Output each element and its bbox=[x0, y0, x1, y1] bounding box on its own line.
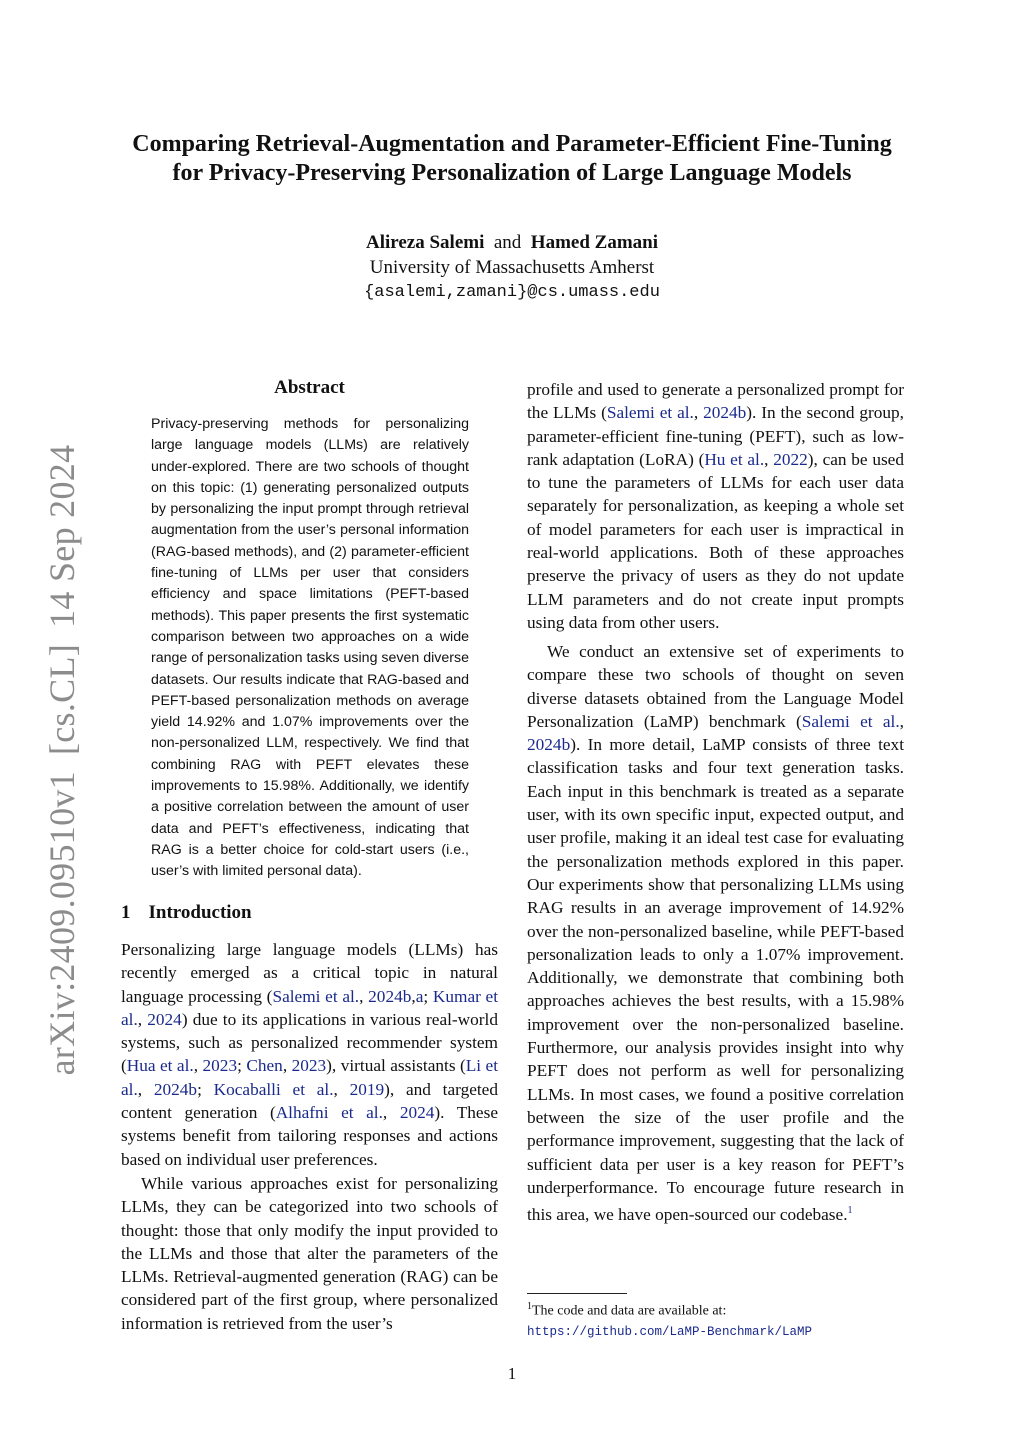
text-span: ) due to its applications in various real-world systems, such as personalized recommender system ( bbox=[121, 1009, 498, 1076]
text-span: , bbox=[137, 1009, 148, 1029]
title-line-1: Comparing Retrieval-Augmentation and Parameter-Efficient Fine-Tuning bbox=[132, 131, 892, 157]
text-span: , bbox=[693, 403, 704, 423]
text-span: , bbox=[282, 1056, 292, 1076]
text-span: , bbox=[411, 986, 416, 1006]
arxiv-date: 14 Sep 2024 bbox=[42, 444, 82, 628]
text-span: ). These systems benefit from tailoring responses and actions based on individual user preferences. bbox=[121, 1103, 498, 1169]
footnote-url-link[interactable]: https://github.com/LaMP-Benchmark/LaMP bbox=[527, 1324, 813, 1339]
citation-link[interactable]: Kumar et al. bbox=[121, 986, 499, 1029]
arxiv-identifier-stamp bbox=[41, 429, 83, 1076]
citation-link[interactable]: Chen bbox=[246, 1056, 283, 1076]
citation-link[interactable]: 2024b bbox=[153, 1079, 198, 1099]
citation-link[interactable]: 2024b bbox=[368, 986, 412, 1006]
citation-link[interactable]: 2022 bbox=[773, 449, 808, 469]
text-span: , bbox=[193, 1056, 203, 1076]
text-span: ). In the second group, parameter-efficient fine-tuning (PEFT), such as low-rank adaptation (LoRA) ( bbox=[527, 403, 905, 469]
footnote-divider bbox=[527, 1293, 627, 1294]
citation-link[interactable]: Hua et al. bbox=[126, 1056, 194, 1076]
text-span: We conduct an extensive set of experiments to compare these two schools of thought on seven diverse datasets obtained from the Language Model Personalization (LaMP) benchmark ( bbox=[527, 642, 904, 731]
text-span: ). In more detail, LaMP consists of three text classification tasks and four text generation tasks. Each input in this benchmark is treated as a separate user, with its own specific input, expected output, and user profile, making it an ideal test case for evaluating the personalization methods explored in this paper. Our experiments show that personalizing LLMs using RAG results in an average improvement of 14.92% over the non-personalized baseline, while PEFT-based personalization leads to only a 1.07% improvement. Additionally, we demonstrate that combining both approaches achieves the best results, with a 15.98% improvement over the non-personalized baseline. Furthermore, our analysis provides insight into why PEFT does not perform as well for personalizing LLMs. In most cases, we found a positive correlation between the size of the user profile and the performance improvement, suggesting that the lack of sufficient data per user is a key reason for PEFT’s underperformance. To encourage future research in this area, we have open-sourced our codebase. bbox=[527, 735, 904, 1224]
arxiv-category: [cs.CL] bbox=[42, 643, 82, 756]
citation-link[interactable]: 2024b bbox=[703, 403, 747, 423]
citation-link[interactable]: 2024 bbox=[147, 1009, 182, 1029]
citation-link[interactable]: Salemi et al. bbox=[606, 403, 694, 423]
citation-link[interactable]: Kocaballi et al. bbox=[213, 1079, 334, 1099]
author-names bbox=[100, 230, 924, 255]
title-line-2: for Privacy-Preserving Personalization of Large Language Models bbox=[172, 160, 852, 186]
text-span: ), and targeted content generation ( bbox=[121, 1079, 498, 1123]
right-column-paragraph-2 bbox=[527, 640, 904, 1226]
citation-link[interactable]: Hu et al. bbox=[704, 449, 765, 469]
affiliation: University of Massachusetts Amherst bbox=[369, 257, 655, 278]
abstract-text: Privacy-preserving methods for personalizing large language models (LLMs) are relatively under-explored. There are two schools of thought on this topic: (1) generating personalized outputs by personalizing the input prompt through retrieval augmentation from the user’s personal information (RAG-based methods), and (2) parameter-efficient fine-tuning of LLMs per user that considers efficiency and space limitations (PEFT-based methods). This paper presents the first systematic comparison between two approaches on a wide range of personalization tasks using seven diverse datasets. Our results indicate that RAG-based and PEFT-based personalization methods on average yield 14.92% and 1.07% improvements over the non-personalized LLM, respectively. We find that combining RAG with PEFT elevates these improvements to 15.98%. Additionally, we identify a positive correlation between the amount of user data and PEFT’s effectiveness, indicating that RAG is a better choice for cold-start users (i.e., user’s with limited personal data). bbox=[151, 416, 469, 880]
text-span: ; bbox=[237, 1056, 247, 1076]
page-number: 1 bbox=[507, 1364, 517, 1383]
citation-link[interactable]: Li et al. bbox=[121, 1056, 499, 1099]
text-span: , bbox=[137, 1079, 154, 1099]
section-number: 1 bbox=[121, 902, 131, 923]
footnote-marker[interactable]: 1 bbox=[847, 1205, 853, 1217]
citation-link[interactable]: Salemi et al. bbox=[801, 711, 900, 731]
footnote bbox=[527, 1297, 904, 1342]
author-block bbox=[100, 230, 924, 305]
text-span: Personalizing large language models (LLMs) has recently emerged as a critical topic in natural language processing ( bbox=[121, 940, 498, 1006]
text-span: , bbox=[333, 1079, 350, 1099]
intro-paragraph-1 bbox=[121, 938, 498, 1171]
citation-link[interactable]: 2019 bbox=[349, 1079, 385, 1099]
citation-link[interactable]: a bbox=[415, 986, 424, 1006]
right-column-paragraph-1 bbox=[527, 378, 904, 634]
citation-link[interactable]: Alhafni et al. bbox=[275, 1103, 383, 1123]
section-title: Introduction bbox=[148, 902, 252, 923]
footnote-number: 1 bbox=[527, 1301, 532, 1312]
arxiv-id: arXiv:2409.09510v1 bbox=[42, 771, 82, 1076]
abstract-heading: Abstract bbox=[274, 377, 345, 398]
author-1: Alireza Salemi bbox=[365, 232, 485, 253]
text-span: , bbox=[382, 1103, 400, 1123]
text-span: , bbox=[899, 711, 904, 731]
author-conjunction: and bbox=[493, 232, 522, 253]
intro-paragraph-2: While various approaches exist for personalizing LLMs, they can be categorized into two schools of thought: those that only modify the input provided to the LLMs and those that alter the parameters of the LLMs. Retrieval-augmented generation (RAG) can be considered part of the first group, where personalized information is retrieved from the user’s bbox=[121, 1174, 498, 1333]
text-span: ), virtual assistants ( bbox=[326, 1056, 466, 1076]
citation-link[interactable]: Salemi et al. bbox=[272, 986, 360, 1006]
author-email[interactable]: {asalemi,zamani}@cs.umass.edu bbox=[364, 283, 660, 302]
text-span: , bbox=[359, 986, 369, 1006]
paper-title bbox=[100, 130, 924, 188]
text-span: ; bbox=[423, 986, 433, 1006]
text-span: , bbox=[764, 449, 774, 469]
footnote-text: The code and data are available at: bbox=[532, 1303, 727, 1319]
citation-link[interactable]: 2023 bbox=[291, 1056, 327, 1076]
author-2: Hamed Zamani bbox=[530, 232, 658, 253]
text-span: ), can be used to tune the parameters of LLMs for each user data separately for personalization, as keeping a whole set of model parameters for each user is impractical in real-world applications. Both of these approaches preserve the privacy of users as they do not update LLM parameters and do not create input prompts using data from other users. bbox=[527, 449, 904, 632]
section-heading-introduction bbox=[121, 902, 252, 924]
citation-link[interactable]: 2023 bbox=[202, 1056, 238, 1076]
citation-link[interactable]: 2024b bbox=[527, 735, 571, 755]
text-span: profile and used to generate a personalized prompt for the LLMs ( bbox=[527, 380, 904, 423]
text-span: ; bbox=[197, 1079, 214, 1099]
citation-link[interactable]: 2024 bbox=[399, 1103, 435, 1123]
